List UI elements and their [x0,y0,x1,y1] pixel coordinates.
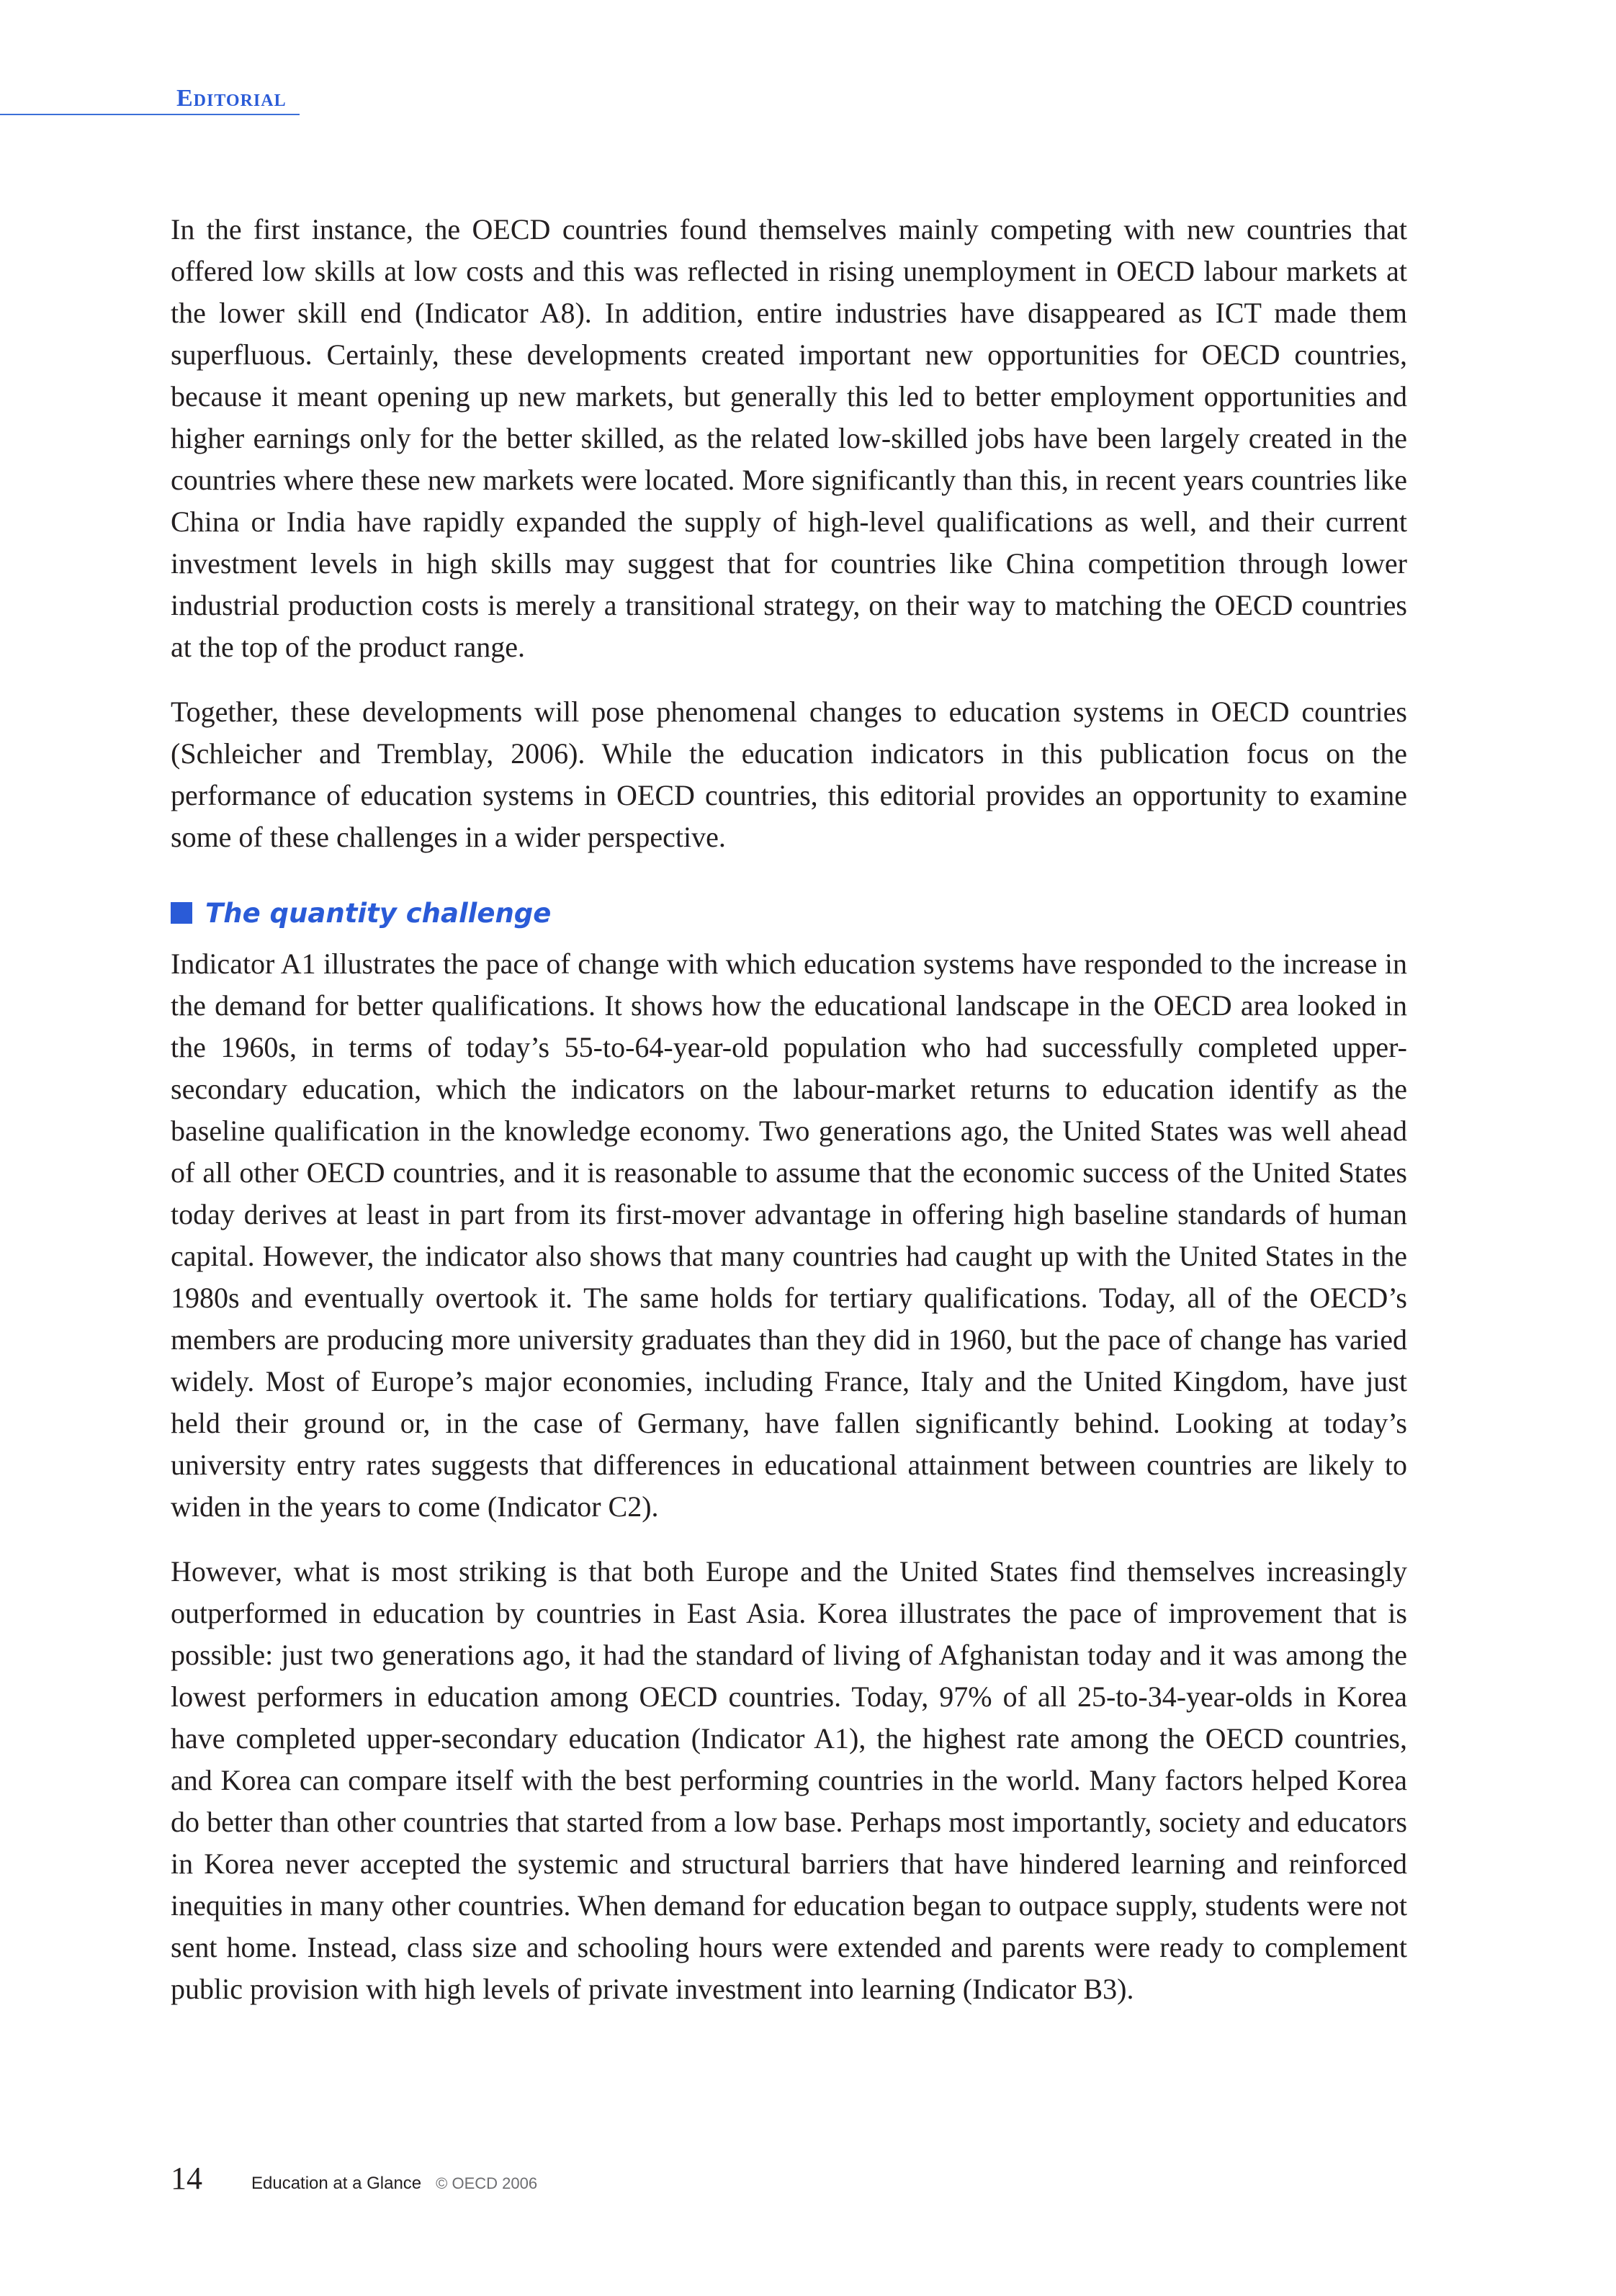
section-title: The quantity challenge [205,897,552,929]
page-number: 14 [171,2161,202,2196]
section-heading [171,893,1407,933]
paragraph-intro-2: Together, these developments will pose phenomenal changes to education systems in OECD countries (Schleicher and Tremblay, 2006). While the education indicators in this publication focus on the performance of education systems in OECD countries, this editorial provides an opportunity to examine some of these challenges in a wider perspective. [171,695,1407,853]
copyright-notice: © OECD 2006 [436,2174,538,2192]
publication-title: Education at a Glance [251,2174,422,2193]
paragraph-quantity-1: Indicator A1 illustrates the pace of change with which education systems have responded to the increase in the demand for better qualifications. It shows how the educational landscape in the OECD area looked in the 1960s, in terms of today’s 55-to-64-year-old population who had successfully completed upper-secondary education, which the indicators on the labour-market returns to education identify as the baseline qualification in the knowledge economy. Two generations ago, the United States was well ahead of all other OECD countries, and it is reasonable to assume that the economic success of the United States today derives at least in part from its first-mover advantage in offering high baseline standards of human capital. However, the indicator also shows that many countries had caught up with the United States in the 1980s and eventually overtook it. The same holds for tertiary qualifications. Today, all of the OECD’s members are producing more university graduates than they did in 1960, but the pace of change has varied widely. Most of Europe’s major economies, including France, Italy and the United Kingdom, have just held their ground or, in the case of Germany, have fallen significantly behind. Looking at today’s university entry rates suggests that differences in educational attainment between countries are likely to widen in the years to come (Indicator C2). [171,947,1407,1523]
square-bullet-icon [171,902,192,924]
paragraph-quantity-2: However, what is most striking is that both Europe and the United States find themselves increasingly outperformed in education by countries in East Asia. Korea illustrates the pace of improvement that is possible: just two generations ago, it had the standard of living of Afghanistan today and it was among the lowest performers in education among OECD countries. Today, 97% of all 25-to-34-year-olds in Korea have completed upper-secondary education (Indicator A1), the highest rate among the OECD countries, and Korea can compare itself with the best performing countries in the world. Many factors helped Korea do better than other countries that started from a low base. Perhaps most importantly, society and educators in Korea never accepted the systemic and structural barriers that have hindered learning and reinforced inequities in many other countries. When demand for education began to outpace supply, students were not sent home. Instead, class size and schooling hours were extended and parents were ready to complement public provision with high levels of private investment into learning (Indicator B3). [171,1555,1407,2005]
section-label: Editorial [176,85,287,112]
header-rule [0,114,300,115]
page-footer [171,2160,537,2197]
paragraph-intro-1: In the first instance, the OECD countries found themselves mainly competing with new countries that offered low skills at low costs and this was reflected in rising unemployment in OECD labour markets at the lower skill end (Indicator A8). In addition, entire industries have disappeared as ICT made them superfluous. Certainly, these developments created important new opportunities for OECD countries, because it meant opening up new markets, but generally this led to better employment opportunities and higher earnings only for the better skilled, as the related low-skilled jobs have been largely created in the countries where these new markets were located. More significantly than this, in recent years countries like China or India have rapidly expanded the supply of high-level qualifications as well, and their current investment levels in high skills may suggest that for countries like China competition through lower industrial production costs is merely a transitional strategy, on their way to matching the OECD countries at the top of the product range. [171,213,1407,663]
page-body [171,209,1407,2010]
